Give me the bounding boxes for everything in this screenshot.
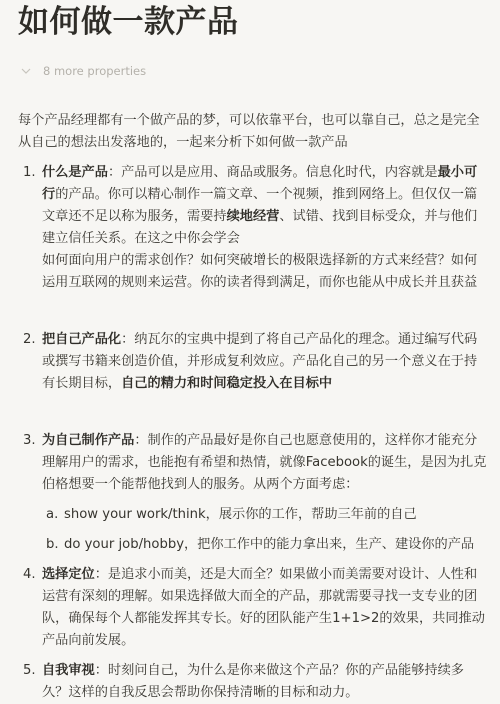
list-item — [18, 329, 490, 395]
list-item — [18, 430, 490, 496]
text-run: ：时刻问自己，为什么是你来做这个产品？你的产品能够持续多久？这样的自我反思会帮助你保持清晰的目标和动力。 — [42, 663, 464, 700]
text-run: ：纳瓦尔的宝典中提到了将自己产品化的理念。通过编写代码或撰写书籍来创造价值，并形成复利效应。产品化自己的另一个意义在于持有长期目标， — [42, 332, 478, 391]
bold-text: 续地经营 — [226, 209, 280, 224]
list-item-text — [42, 430, 490, 496]
sub-list-text: show your work/think，展示你的工作，帮助三年前的自己 — [64, 507, 417, 522]
bold-text: 什么是产品 — [42, 165, 108, 180]
chevron-down-icon — [20, 65, 32, 77]
intro-paragraph: 每个产品经理都有一个做产品的梦，可以依靠平台，也可以靠自己，总之是完全从自己的想法出发落地的，一起来分析下如何做一款产品 — [18, 113, 480, 150]
bold-text: 为自己制作产品 — [42, 433, 135, 448]
list-number: 4. — [23, 567, 36, 582]
text-run: ：制作的产品最好是你自己也愿意使用的，这样你才能充分理解用户的需求，也能抱有希望和热情，就像Facebook的诞生，是因为扎克伯格想要一个能帮他找到人的服务。从两个方面考虑： — [42, 433, 487, 492]
list-number: 2. — [23, 332, 36, 347]
list-item-text — [42, 162, 490, 250]
text-run: 、试错、找到目标受众，并与他们建立信任关系。在这之中你会学会 — [42, 209, 478, 246]
list-item-text — [42, 329, 490, 395]
sub-list-item — [18, 504, 490, 526]
list-item-text — [42, 564, 490, 652]
list-item — [18, 660, 490, 704]
sub-list-letter: b. — [46, 537, 59, 552]
bold-text: 最小可行 — [42, 165, 478, 202]
bold-text: 自己的精力和时间稳定投入在目标中 — [121, 376, 333, 391]
sub-paragraph: 如何面向用户的需求创作？如何突破增长的极限选择新的方式来经营？如何运用互联网的规则来运营。你的读者得到满足，而你也能从中成长并且获益 — [42, 253, 478, 290]
list-number: 5. — [23, 663, 36, 678]
list-number: 3. — [23, 433, 36, 448]
list-item — [18, 162, 490, 294]
sub-list-item — [18, 534, 490, 556]
sub-list-text: do your job/hobby，把你工作中的能力拿出来，生产、建设你的产品 — [64, 537, 475, 552]
more-properties-label: 8 more properties — [43, 64, 147, 78]
bold-text: 自我审视 — [42, 663, 95, 678]
list-item — [18, 564, 490, 652]
bold-text: 把自己产品化 — [42, 332, 122, 347]
list-number: 1. — [23, 165, 36, 180]
text-run: 的产品。你可以精心制作一篇文章、一个视频，推到网络上。但仅仅一篇文章还不足以称为服务，需要持 — [42, 187, 478, 224]
more-properties-toggle[interactable] — [20, 60, 146, 82]
sub-list-letter: a. — [46, 507, 59, 522]
list-item-text — [42, 660, 490, 704]
page-title: 如何做一款产品 — [18, 4, 239, 40]
bold-text: 选择定位 — [42, 567, 95, 582]
text-run: ：是追求小而美，还是大而全？如果做小而美需要对设计、人性和运营有深刻的理解。如果选择做大而全的产品，那就需要寻找一支专业的团队，确保每个人都能发挥其专长。好的团队能产生1+1>2的效果，共同推动产品向前发展。 — [42, 567, 485, 648]
document-body — [18, 110, 490, 704]
text-run: ：产品可以是应用、商品或服务。信息化时代，内容就是 — [107, 165, 438, 180]
